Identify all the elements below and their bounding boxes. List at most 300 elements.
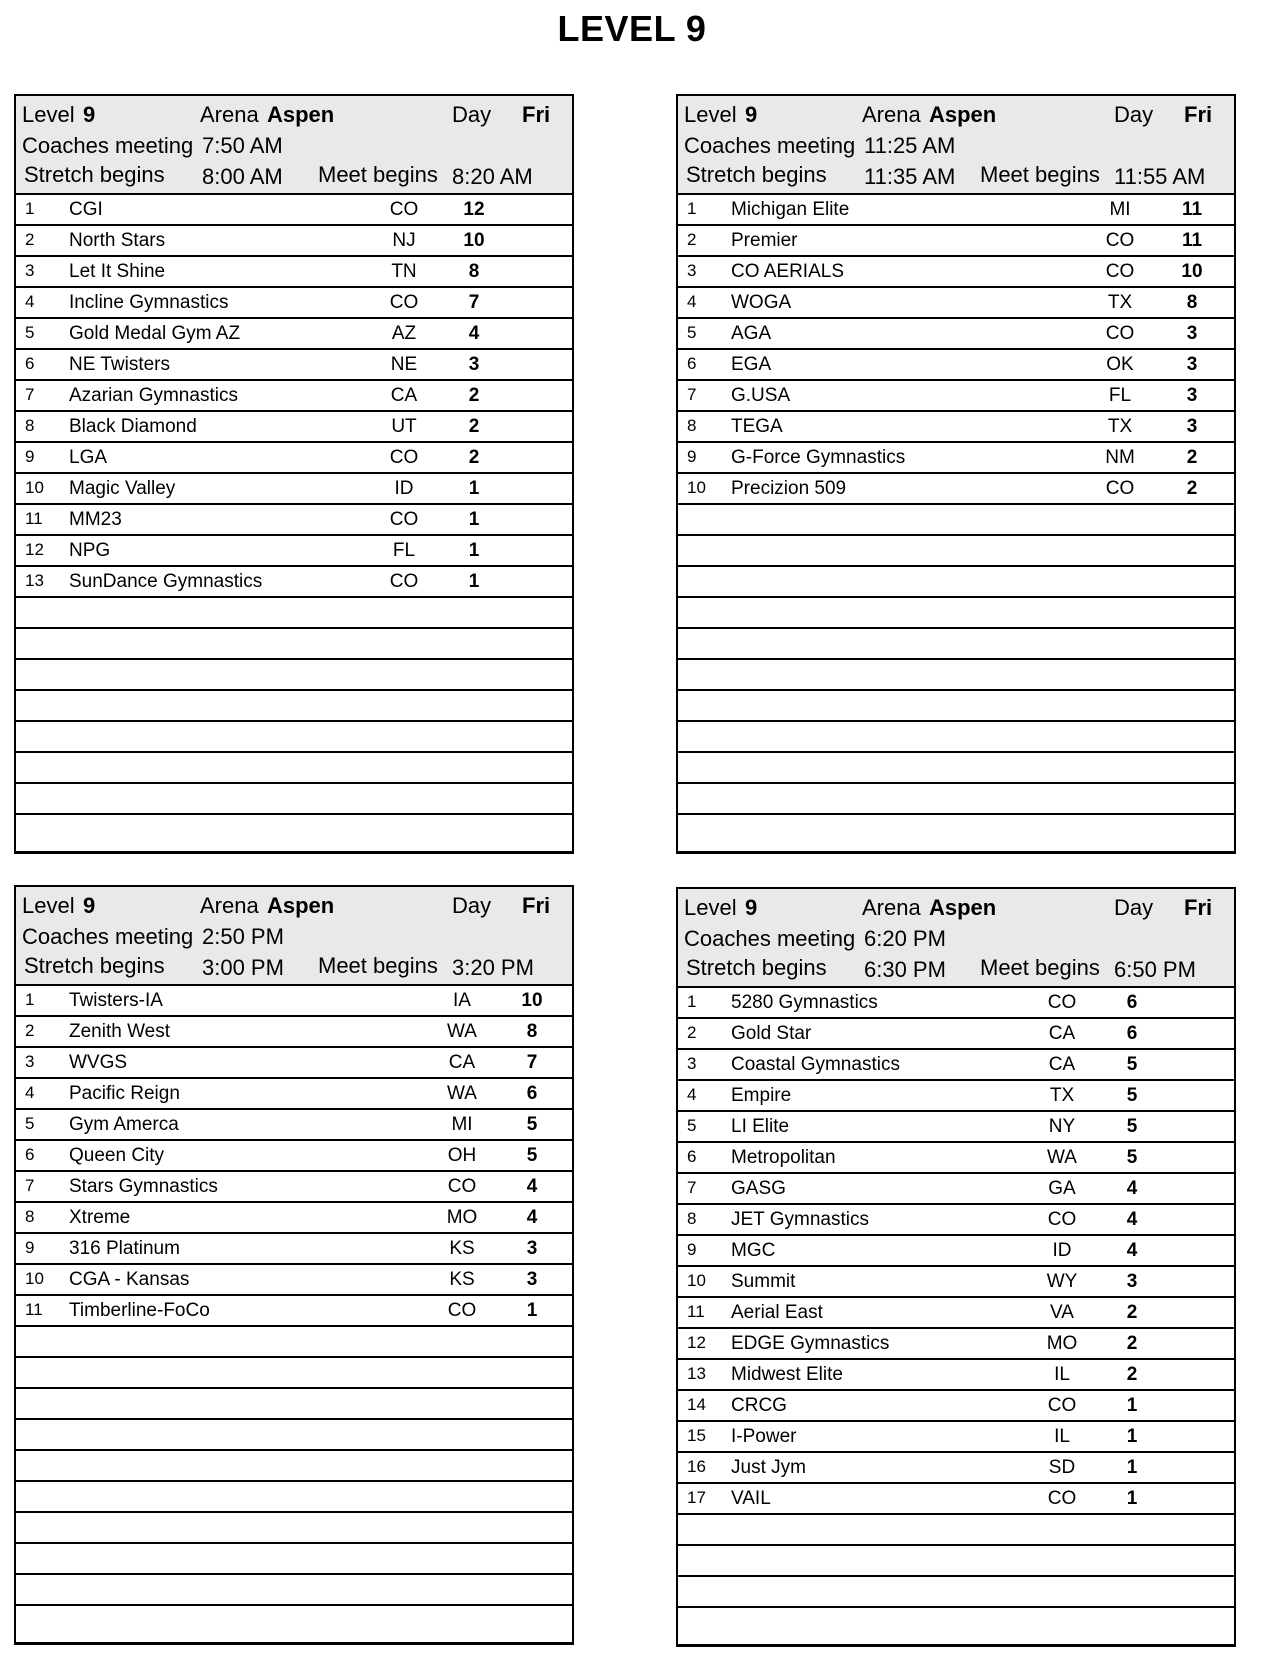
stretch-time: 3:00 PM — [202, 955, 284, 980]
arena-value: Aspen — [929, 102, 997, 127]
club-name: Let It Shine — [69, 261, 166, 282]
athlete-count: 4 — [526, 1207, 538, 1228]
athlete-count: 5 — [1126, 1085, 1138, 1106]
meet-begins-label: Meet begins — [318, 953, 438, 978]
athlete-count: 3 — [468, 354, 480, 375]
coaches-meeting-time: 11:25 AM — [864, 133, 956, 158]
empty-row — [678, 660, 1234, 691]
athlete-count: 1 — [468, 478, 480, 499]
table-row — [678, 443, 1234, 474]
empty-row — [16, 1451, 572, 1482]
row-number: 8 — [25, 416, 35, 435]
coaches-meeting-time: 6:20 PM — [864, 926, 946, 951]
athlete-count: 8 — [468, 261, 480, 282]
club-name: SunDance Gymnastics — [69, 571, 263, 592]
empty-row — [678, 567, 1234, 598]
athlete-count: 3 — [526, 1269, 538, 1290]
club-name: I-Power — [731, 1426, 797, 1447]
empty-row — [16, 1513, 572, 1544]
empty-row — [678, 691, 1234, 722]
athlete-count: 8 — [1186, 292, 1198, 313]
club-name: TEGA — [731, 416, 783, 437]
athlete-count: 2 — [1126, 1333, 1138, 1354]
table-row — [16, 195, 572, 226]
session-header — [16, 96, 572, 195]
row-number: 4 — [25, 292, 35, 311]
row-number: 2 — [687, 230, 697, 249]
table-row — [16, 412, 572, 443]
club-name: Twisters-IA — [69, 990, 163, 1011]
club-state: KS — [449, 1238, 475, 1259]
table-row — [678, 1298, 1234, 1329]
arena-value: Aspen — [929, 895, 997, 920]
row-number: 8 — [25, 1207, 35, 1226]
club-state: CO — [1105, 478, 1135, 499]
row-number: 7 — [25, 385, 35, 404]
row-number: 9 — [687, 1240, 697, 1259]
table-row — [16, 350, 572, 381]
club-state: CA — [1048, 1054, 1076, 1075]
row-number: 10 — [25, 478, 44, 497]
page-title: LEVEL 9 — [557, 8, 707, 49]
row-number: 7 — [25, 1176, 35, 1195]
coaches-meeting-time: 7:50 AM — [202, 133, 283, 158]
club-state: CA — [390, 385, 418, 406]
athlete-count: 1 — [468, 571, 480, 592]
club-name: Stars Gymnastics — [69, 1176, 218, 1197]
athlete-count: 12 — [463, 199, 485, 220]
athlete-count: 4 — [1126, 1178, 1138, 1199]
session-header — [16, 887, 572, 986]
empty-row — [16, 815, 572, 846]
empty-row — [16, 691, 572, 722]
club-name: Azarian Gymnastics — [69, 385, 238, 406]
club-name: WVGS — [69, 1052, 128, 1073]
athlete-count: 8 — [526, 1021, 538, 1042]
arena-label: Arena — [200, 893, 259, 918]
row-number: 11 — [25, 509, 43, 528]
club-name: Magic Valley — [69, 478, 176, 499]
meet-time: 11:55 AM — [1114, 164, 1206, 189]
club-name: Midwest Elite — [731, 1364, 843, 1385]
athlete-count: 6 — [1126, 992, 1138, 1013]
club-name: Gold Star — [731, 1023, 812, 1044]
row-number: 1 — [25, 199, 35, 218]
club-state: ID — [1052, 1240, 1072, 1261]
empty-row — [16, 1606, 572, 1637]
arena-label: Arena — [862, 102, 921, 127]
athlete-count: 6 — [1126, 1023, 1138, 1044]
athlete-count: 3 — [1186, 416, 1198, 437]
table-row — [16, 474, 572, 505]
row-number: 3 — [25, 1052, 35, 1071]
empty-row — [678, 536, 1234, 567]
empty-row — [678, 1515, 1234, 1546]
empty-row — [16, 1575, 572, 1606]
athlete-count: 1 — [1126, 1395, 1138, 1416]
empty-row — [678, 629, 1234, 660]
session-header — [678, 889, 1234, 988]
level-label: Level — [22, 893, 75, 918]
table-row — [678, 1174, 1234, 1205]
arena-value: Aspen — [267, 102, 335, 127]
athlete-count: 7 — [468, 292, 480, 313]
table-row — [678, 1422, 1234, 1453]
row-number: 4 — [687, 1085, 697, 1104]
empty-row — [16, 1420, 572, 1451]
table-row — [16, 1265, 572, 1296]
club-state: CO — [389, 571, 419, 592]
club-name: NE Twisters — [69, 354, 171, 375]
row-number: 5 — [25, 1114, 35, 1133]
row-number: 10 — [25, 1269, 44, 1288]
row-number: 1 — [687, 992, 697, 1011]
club-state: TX — [1107, 292, 1133, 313]
table-row — [678, 1019, 1234, 1050]
athlete-count: 11 — [1181, 199, 1203, 220]
athlete-count: 2 — [1126, 1302, 1138, 1323]
athlete-count: 5 — [1126, 1147, 1138, 1168]
club-state: CO — [389, 292, 419, 313]
day-value: Fri — [1184, 102, 1213, 127]
club-name: LI Elite — [731, 1116, 790, 1137]
coaches-meeting-label: Coaches meeting — [684, 133, 856, 158]
empty-row — [16, 1327, 572, 1358]
level-value: 9 — [83, 893, 96, 918]
club-name: AGA — [731, 323, 772, 344]
coaches-meeting-label: Coaches meeting — [684, 926, 856, 951]
row-number: 1 — [25, 990, 35, 1009]
club-name: G.USA — [731, 385, 791, 406]
table-row — [678, 1112, 1234, 1143]
club-name: Incline Gymnastics — [69, 292, 229, 313]
club-name: Gym Amerca — [69, 1114, 179, 1135]
athlete-count: 3 — [526, 1238, 538, 1259]
athlete-count: 10 — [521, 990, 543, 1011]
club-state: IL — [1054, 1426, 1070, 1447]
row-number: 9 — [25, 447, 35, 466]
row-number: 10 — [687, 1271, 706, 1290]
row-number: 7 — [687, 1178, 697, 1197]
level-label: Level — [22, 102, 75, 127]
session-block — [14, 94, 574, 854]
club-state: MI — [1109, 199, 1131, 220]
table-row — [16, 1296, 572, 1327]
day-value: Fri — [1184, 895, 1213, 920]
row-number: 15 — [687, 1426, 706, 1445]
table-row — [16, 505, 572, 536]
arena-value: Aspen — [267, 893, 335, 918]
day-label: Day — [452, 893, 492, 918]
table-row — [16, 1017, 572, 1048]
club-state: OH — [447, 1145, 477, 1166]
day-label: Day — [452, 102, 492, 127]
club-state: WA — [1047, 1147, 1077, 1168]
club-name: JET Gymnastics — [731, 1209, 869, 1230]
day-value: Fri — [522, 102, 551, 127]
club-name: Pacific Reign — [69, 1083, 180, 1104]
table-row — [678, 1050, 1234, 1081]
club-state: NE — [390, 354, 418, 375]
table-row — [678, 350, 1234, 381]
club-state: CO — [1047, 1488, 1077, 1509]
club-state: CO — [1047, 992, 1077, 1013]
athlete-count: 1 — [468, 540, 480, 561]
table-row — [678, 1391, 1234, 1422]
empty-row — [16, 1358, 572, 1389]
club-name: Timberline-FoCo — [69, 1300, 210, 1321]
club-state: NM — [1105, 447, 1135, 468]
club-name: NPG — [69, 540, 111, 561]
stretch-begins-label: Stretch begins — [686, 162, 827, 187]
club-state: WY — [1046, 1271, 1078, 1292]
athlete-count: 2 — [1186, 478, 1198, 499]
row-number: 11 — [687, 1302, 705, 1321]
club-state: MI — [451, 1114, 473, 1135]
athlete-count: 3 — [1186, 354, 1198, 375]
table-row — [678, 1360, 1234, 1391]
row-number: 13 — [25, 571, 44, 590]
athlete-count: 2 — [468, 447, 480, 468]
table-row — [678, 319, 1234, 350]
club-state: CO — [389, 199, 419, 220]
meet-time: 8:20 AM — [452, 164, 533, 189]
table-row — [16, 986, 572, 1017]
meet-begins-label: Meet begins — [980, 162, 1100, 187]
club-name: WOGA — [731, 292, 792, 313]
empty-row — [16, 1389, 572, 1420]
club-state: TX — [1049, 1085, 1075, 1106]
club-state: FL — [392, 540, 416, 561]
table-row — [678, 1453, 1234, 1484]
table-row — [678, 988, 1234, 1019]
club-state: AZ — [391, 323, 417, 344]
club-name: Zenith West — [69, 1021, 171, 1042]
table-row — [678, 1081, 1234, 1112]
club-name: G-Force Gymnastics — [731, 447, 906, 468]
arena-label: Arena — [862, 895, 921, 920]
club-name: North Stars — [69, 230, 166, 251]
club-name: 316 Platinum — [69, 1238, 180, 1259]
club-name: MGC — [731, 1240, 776, 1261]
empty-row — [16, 1482, 572, 1513]
club-name: Michigan Elite — [731, 199, 850, 220]
day-label: Day — [1114, 102, 1154, 127]
day-value: Fri — [522, 893, 551, 918]
club-name: Metropolitan — [731, 1147, 836, 1168]
club-state: UT — [391, 416, 417, 437]
athlete-count: 1 — [1126, 1457, 1138, 1478]
row-number: 2 — [25, 1021, 35, 1040]
row-number: 12 — [25, 540, 44, 559]
empty-row — [678, 1608, 1234, 1639]
row-number: 6 — [25, 1145, 35, 1164]
athlete-count: 5 — [1126, 1116, 1138, 1137]
athlete-count: 3 — [1186, 385, 1198, 406]
arena-label: Arena — [200, 102, 259, 127]
club-state: WA — [447, 1021, 477, 1042]
table-row — [16, 1172, 572, 1203]
row-number: 1 — [687, 199, 697, 218]
club-state: KS — [449, 1269, 475, 1290]
row-number: 8 — [687, 416, 697, 435]
club-name: CGI — [69, 199, 103, 220]
athlete-count: 10 — [463, 230, 485, 251]
row-number: 9 — [25, 1238, 35, 1257]
stretch-time: 11:35 AM — [864, 164, 956, 189]
table-row — [678, 1143, 1234, 1174]
club-state: CA — [1048, 1023, 1076, 1044]
level-value: 9 — [745, 102, 758, 127]
club-name: Aerial East — [731, 1302, 823, 1323]
table-row — [678, 195, 1234, 226]
athlete-count: 5 — [526, 1145, 538, 1166]
row-number: 17 — [687, 1488, 706, 1507]
row-number: 3 — [687, 261, 697, 280]
empty-row — [16, 784, 572, 815]
club-name: Just Jym — [731, 1457, 806, 1478]
stretch-begins-label: Stretch begins — [24, 162, 165, 187]
club-name: Coastal Gymnastics — [731, 1054, 900, 1075]
table-row — [16, 288, 572, 319]
row-number: 11 — [25, 1300, 43, 1319]
athlete-count: 4 — [526, 1176, 538, 1197]
empty-row — [16, 1544, 572, 1575]
athlete-count: 10 — [1181, 261, 1203, 282]
club-state: CO — [389, 509, 419, 530]
level-value: 9 — [745, 895, 758, 920]
session-header — [678, 96, 1234, 195]
club-state: OK — [1106, 354, 1134, 375]
athlete-count: 6 — [526, 1083, 538, 1104]
athlete-count: 11 — [1181, 230, 1203, 251]
table-row — [678, 1484, 1234, 1515]
club-name: CRCG — [731, 1395, 787, 1416]
club-name: GASG — [731, 1178, 786, 1199]
table-row — [678, 1236, 1234, 1267]
table-row — [16, 443, 572, 474]
club-name: CGA - Kansas — [69, 1269, 190, 1290]
empty-row — [678, 1546, 1234, 1577]
table-row — [16, 381, 572, 412]
club-state: TX — [1107, 416, 1133, 437]
empty-row — [678, 505, 1234, 536]
club-name: Summit — [731, 1271, 796, 1292]
club-state: TN — [391, 261, 417, 282]
athlete-count: 7 — [526, 1052, 538, 1073]
level-label: Level — [684, 102, 737, 127]
row-number: 9 — [687, 447, 697, 466]
meet-time: 6:50 PM — [1114, 957, 1196, 982]
club-name: 5280 Gymnastics — [731, 992, 878, 1013]
row-number: 6 — [687, 354, 697, 373]
row-number: 2 — [25, 230, 35, 249]
table-row — [678, 257, 1234, 288]
table-row — [16, 257, 572, 288]
club-state: CO — [1105, 230, 1135, 251]
athlete-count: 1 — [1126, 1426, 1138, 1447]
table-row — [678, 1267, 1234, 1298]
empty-row — [678, 598, 1234, 629]
row-number: 2 — [687, 1023, 697, 1042]
athlete-count: 5 — [526, 1114, 538, 1135]
empty-row — [678, 815, 1234, 846]
club-name: Queen City — [69, 1145, 165, 1166]
level-label: Level — [684, 895, 737, 920]
table-row — [16, 536, 572, 567]
table-row — [678, 1205, 1234, 1236]
table-row — [16, 1203, 572, 1234]
athlete-count: 4 — [468, 323, 480, 344]
club-name: LGA — [69, 447, 108, 468]
club-state: NY — [1048, 1116, 1076, 1137]
club-state: ID — [394, 478, 414, 499]
coaches-meeting-label: Coaches meeting — [22, 133, 194, 158]
table-row — [16, 1079, 572, 1110]
club-state: MO — [1046, 1333, 1078, 1354]
row-number: 13 — [687, 1364, 706, 1383]
empty-row — [678, 784, 1234, 815]
table-row — [16, 319, 572, 350]
row-number: 3 — [25, 261, 35, 280]
athlete-count: 4 — [1126, 1240, 1138, 1261]
row-number: 6 — [25, 354, 35, 373]
level-value: 9 — [83, 102, 96, 127]
coaches-meeting-time: 2:50 PM — [202, 924, 284, 949]
club-state: CO — [447, 1176, 477, 1197]
table-row — [678, 226, 1234, 257]
table-row — [16, 226, 572, 257]
session-block — [676, 94, 1236, 854]
club-name: Premier — [731, 230, 798, 251]
club-name: Gold Medal Gym AZ — [69, 323, 241, 344]
table-row — [678, 381, 1234, 412]
club-state: FL — [1108, 385, 1132, 406]
empty-row — [678, 753, 1234, 784]
club-state: CA — [448, 1052, 476, 1073]
athlete-count: 2 — [468, 385, 480, 406]
club-state: CO — [1105, 261, 1135, 282]
stretch-time: 8:00 AM — [202, 164, 283, 189]
athlete-count: 1 — [526, 1300, 538, 1321]
club-name: EDGE Gymnastics — [731, 1333, 890, 1354]
row-number: 7 — [687, 385, 697, 404]
club-state: CO — [1105, 323, 1135, 344]
empty-row — [16, 629, 572, 660]
athlete-count: 3 — [1126, 1271, 1138, 1292]
club-name: EGA — [731, 354, 772, 375]
club-name: Precizion 509 — [731, 478, 847, 499]
row-number: 5 — [687, 323, 697, 342]
stretch-time: 6:30 PM — [864, 957, 946, 982]
athlete-count: 2 — [1126, 1364, 1138, 1385]
club-state: NJ — [392, 230, 416, 251]
athlete-count: 2 — [1186, 447, 1198, 468]
club-state: CO — [1047, 1209, 1077, 1230]
row-number: 16 — [687, 1457, 706, 1476]
club-state: VA — [1050, 1302, 1074, 1323]
table-row — [16, 1048, 572, 1079]
club-name: VAIL — [731, 1488, 771, 1509]
club-name: MM23 — [69, 509, 122, 530]
empty-row — [16, 660, 572, 691]
club-name: Xtreme — [69, 1207, 131, 1228]
club-state: CO — [447, 1300, 477, 1321]
meet-begins-label: Meet begins — [318, 162, 438, 187]
club-name: Empire — [731, 1085, 792, 1106]
table-row — [678, 1329, 1234, 1360]
row-number: 12 — [687, 1333, 706, 1352]
